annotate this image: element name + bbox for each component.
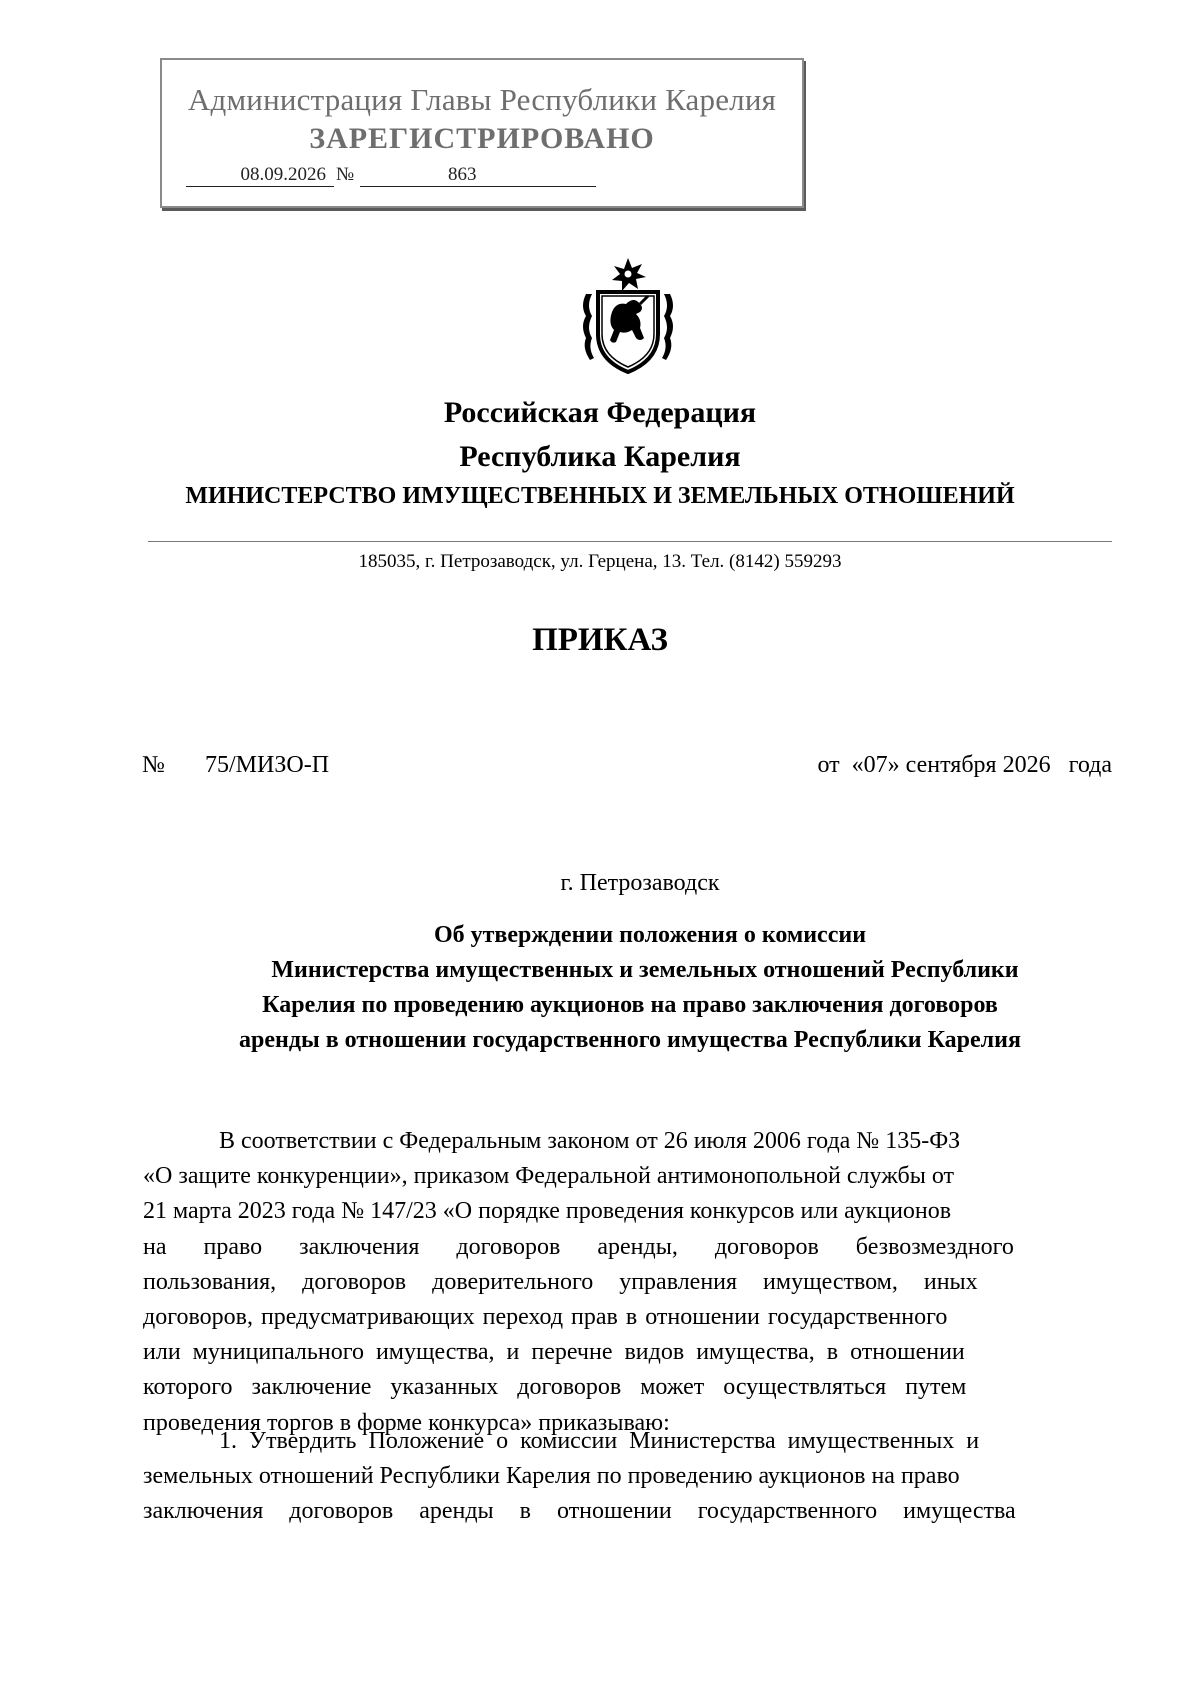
city: г. Петрозаводск (560, 870, 720, 896)
subject-line: Об утверждении положения о комиссии (433, 922, 867, 948)
paragraph-line: заключения договоров аренды в отношении государственного имущества (143, 1498, 1016, 1525)
stamp-date: 08.09.2026 (186, 164, 334, 187)
paragraph-line: проведения торгов в форме конкурса» приказываю: (143, 1409, 670, 1436)
stamp-status: ЗАРЕГИСТРИРОВАНО (309, 122, 655, 155)
paragraph-line: В соответствии с Федеральным законом от 26 июля 2006 года № 135-ФЗ (219, 1128, 961, 1154)
paragraph-line: на право заключения договоров аренды, договоров безвозмездного (143, 1233, 1014, 1260)
paragraph-item-1 (143, 1424, 1113, 1530)
stamp-number-sign: № (336, 164, 355, 185)
registration-stamp (160, 58, 804, 208)
paragraph-line: договоров, предусматривающих переход прав в отношении государственного (143, 1304, 948, 1331)
paragraph-line: земельных отношений Республики Карелия по проведению аукционов на право (143, 1463, 960, 1490)
paragraph-line: или муниципального имущества, и перечне видов имущества, в отношении (143, 1339, 965, 1366)
stamp-number: 863 (360, 164, 596, 187)
order-date: от «07» сентября 2026 года (817, 752, 1112, 778)
document-type: ПРИКАЗ (532, 622, 668, 658)
paragraph-line: 21 марта 2023 года № 147/23 «О порядке проведения конкурсов или аукционов (143, 1198, 952, 1225)
paragraph-line: пользования, договоров доверительного управления имуществом, иных (143, 1268, 978, 1295)
subject-line: Карелия по проведению аукционов на право заключения договоров (262, 992, 998, 1018)
order-subject (150, 918, 1110, 1058)
country-title: Российская Федерация (443, 396, 757, 429)
ministry-title: МИНИСТЕРСТВО ИМУЩЕСТВЕННЫХ И ЗЕМЕЛЬНЫХ ОТНОШЕНИЙ (185, 483, 1015, 509)
republic-title: Республика Карелия (459, 440, 741, 473)
paragraph-legal-basis (143, 1124, 1113, 1441)
subject-line: аренды в отношении государственного имущества Республики Карелия (239, 1027, 1021, 1053)
paragraph-line: «О защите конкуренции», приказом Федеральной антимонопольной службы от (143, 1163, 954, 1190)
header-divider (148, 541, 1112, 542)
stamp-organization: Администрация Главы Республики Карелия (187, 82, 777, 117)
paragraph-line: которого заключение указанных договоров может осуществляться путем (143, 1374, 967, 1401)
paragraph-line: 1. Утвердить Положение о комиссии Министерства имущественных и (219, 1428, 980, 1454)
order-number: 75/МИЗО-П (205, 752, 330, 778)
order-number-sign: № (142, 752, 165, 778)
subject-line: Министерства имущественных и земельных отношений Республики (271, 957, 1019, 983)
coat-of-arms-icon (578, 256, 678, 376)
ministry-address: 185035, г. Петрозаводск, ул. Герцена, 13. Тел. (8142) 559293 (358, 551, 842, 572)
